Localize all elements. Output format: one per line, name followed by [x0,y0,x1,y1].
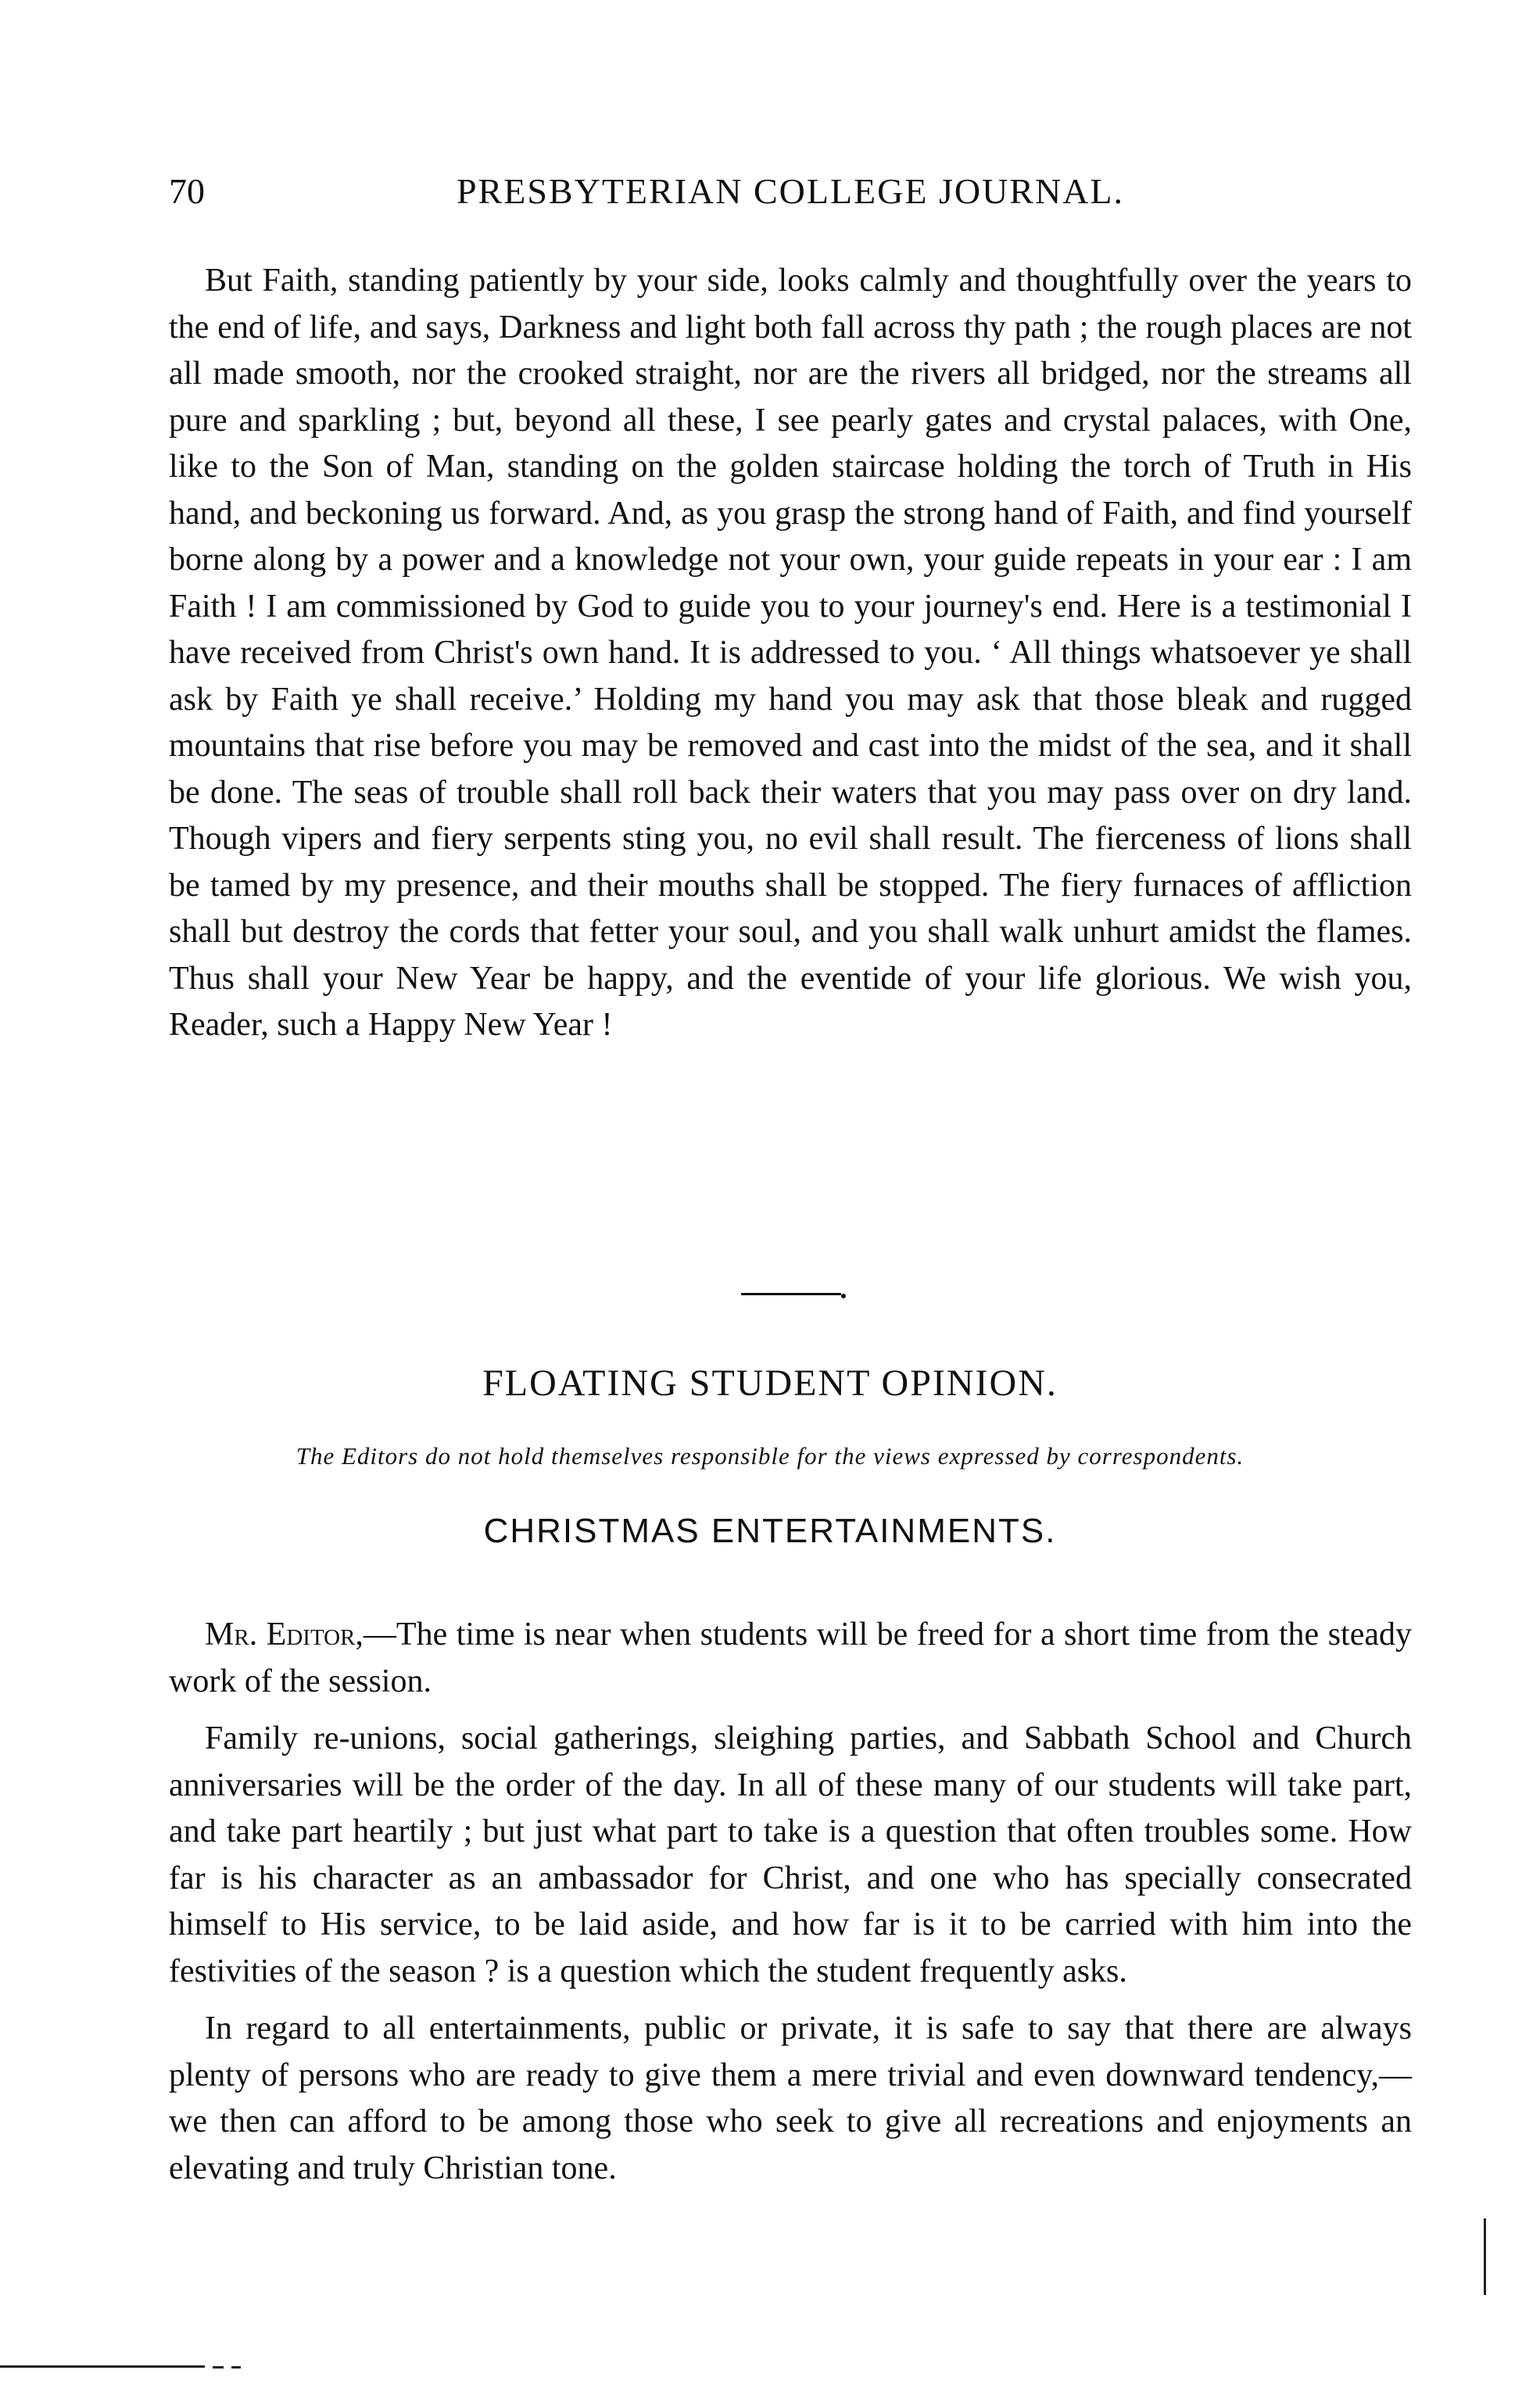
running-head [169,170,1412,225]
letter-paragraph: Family re-unions, social gatherings, sleighing parties, and Sabbath School and Church anniversaries will be the order of the day. In all of these many of our students will take part, and take part heartily ; but just what part to take is a question that often troubles some. How far is his character as an ambassador for Christ, and one who has specially consecrated himself to His service, to be laid aside, and how far is it to be carried with him into the festivities of the season ? is a question which the student frequently asks. [169,1720,1412,1989]
footer-dash [231,2366,241,2369]
footer-rule [0,2365,205,2368]
journal-title: PRESBYTERIAN COLLEGE JOURNAL. [456,171,1125,211]
page-number: 70 [169,171,205,211]
letter-paragraph [169,1612,1412,1705]
salutation: Mr. Editor, [205,1617,364,1652]
margin-mark [1484,2218,1486,2295]
letter-body [169,1612,1412,2192]
article-continuation [169,258,1412,1049]
letter-paragraph: In regard to all entertainments, public or private, it is safe to say that there are always plenty of persons who are ready to give them a mere trivial and even downward tendency,—we then can afford to be among those who seek to give all recreations and enjoyments an elevating and truly Christian tone. [169,2011,1412,2186]
footer-dash [213,2366,224,2369]
article-paragraph: But Faith, standing patiently by your side, looks calmly and thoughtfully over the years to the end of life, and says, Darkness and light both fall across thy path ; the rough places are not all made smooth, nor the crooked straight, nor are the rivers all bridged, nor the streams all pure and sparkling ; but, beyond all these, I see pearly gates and crystal palaces, with One, like to the Son of Man, standing on the golden staircase holding the torch of Truth in His hand, and beckoning us forward. And, as you grasp the strong hand of Faith, and find yourself borne along by a power and a knowledge not your own, your guide repeats in your ear : I am Faith ! I am commissioned by God to guide you to your journey's end. Here is a testimonial I have received from Christ's own hand. It is addressed to you. ‘ All things whatsoever ye shall ask by Faith ye shall receive.’ Holding my hand you may ask that those bleak and rugged mountains that rise before you may be removed and cast into the midst of the sea, and it shall be done. The seas of trouble shall roll back their waters that you may pass over on dry land. Though vipers and fiery serpents sting you, no evil shall result. The fierceness of lions shall be tamed by my presence, and their mouths shall be stopped. The fiery furnaces of affliction shall but destroy the cords that fetter your soul, and you shall walk unhurt amidst the flames. Thus shall your New Year be happy, and the eventide of your life glorious. We wish you, Reader, such a Happy New Year ! [169,263,1412,1043]
letter-title: CHRISTMAS ENTERTAINMENTS. [483,1512,1057,1550]
section-divider [741,1293,841,1295]
letter-paragraph-text: —The time is near when students will be freed for a short time from the steady work of the session. [169,1617,1412,1699]
section-heading: FLOATING STUDENT OPINION. [482,1362,1058,1404]
editorial-disclaimer: The Editors do not hold themselves responsible for the views expressed by correspondents. [295,1442,1245,1470]
